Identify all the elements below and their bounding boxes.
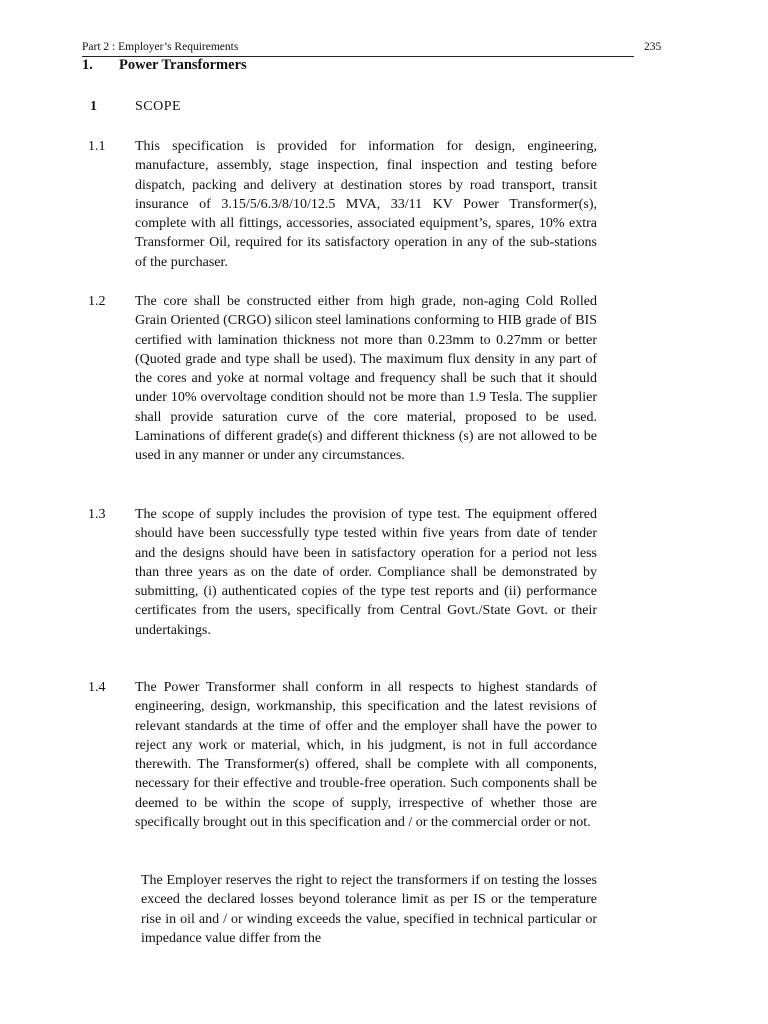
title-text: Power Transformers [119,57,247,73]
section-title: SCOPE [135,99,182,114]
clause-number: 1.3 [88,507,106,522]
clause-number: 1.2 [88,294,106,309]
section-number: 1 [90,99,97,114]
clause-number: 1.4 [88,680,106,695]
clause-number: 1.1 [88,139,106,154]
document-title [82,57,247,74]
header-page-number: 235 [644,41,662,53]
clause-text: The scope of supply includes the provision of type test. The equipment offered should have been successfully type tested within five years from date of tender and the designs should have been in satisfactory operation for a period not less than three years as on the date of order. Compliance shall be demonstrated by submitting, (i) authenticated copies of the type test reports and (ii) performance certificates from the users, specifically from Central Govt./State Govt. or their undertakings. [135,507,597,638]
trailing-paragraph: The Employer reserves the right to reject the transformers if on testing the losses exceed the declared losses beyond tolerance limit as per IS or the temperature rise in oil and / or winding exceeds the value, specified in technical particular or impedance value differ from the [141,873,597,946]
page-header [82,40,662,57]
title-number: 1. [82,57,93,73]
header-document-part: Part 2 : Employer’s Requirements [82,41,239,53]
clause-text: The Power Transformer shall conform in all respects to highest standards of engineering, design, workmanship, this specification and the latest revisions of relevant standards at the time of offer and the employer shall have the power to reject any work or material, which, in his judgment, is not in full accordance therewith. The Transformer(s) offered, shall be complete with all components, necessary for their effective and trouble-free operation. Such components shall be deemed to be within the scope of supply, irrespective of whether those are specifically brought out in this specification and / or the commercial order or not. [135,680,597,831]
clause-text: This specification is provided for information for design, engineering, manufacture, assembly, stage inspection, final inspection and testing before dispatch, packing and delivery at destination stores by road transport, transit insurance of 3.15/5/6.3/8/10/12.5 MVA, 33/11 KV Power Transformer(s), complete with all fittings, accessories, associated equipment’s, spares, 10% extra Transformer Oil, required for its satisfactory operation in any of the sub-stations of the purchaser. [135,139,597,270]
clause-text: The core shall be constructed either from high grade, non-aging Cold Rolled Grain Oriented (CRGO) silicon steel laminations conforming to HIB grade of BIS certified with lamination thickness not more than 0.23mm to 0.27mm or better (Quoted grade and type shall be used). The maximum flux density in any part of the cores and yoke at normal voltage and frequency shall be such that it should under 10% overvoltage condition should not be more than 1.9 Tesla. The supplier shall provide saturation curve of the core material, proposed to be used. Laminations of different grade(s) and different thickness (s) are not allowed to be used in any manner or under any circumstances. [135,294,597,464]
